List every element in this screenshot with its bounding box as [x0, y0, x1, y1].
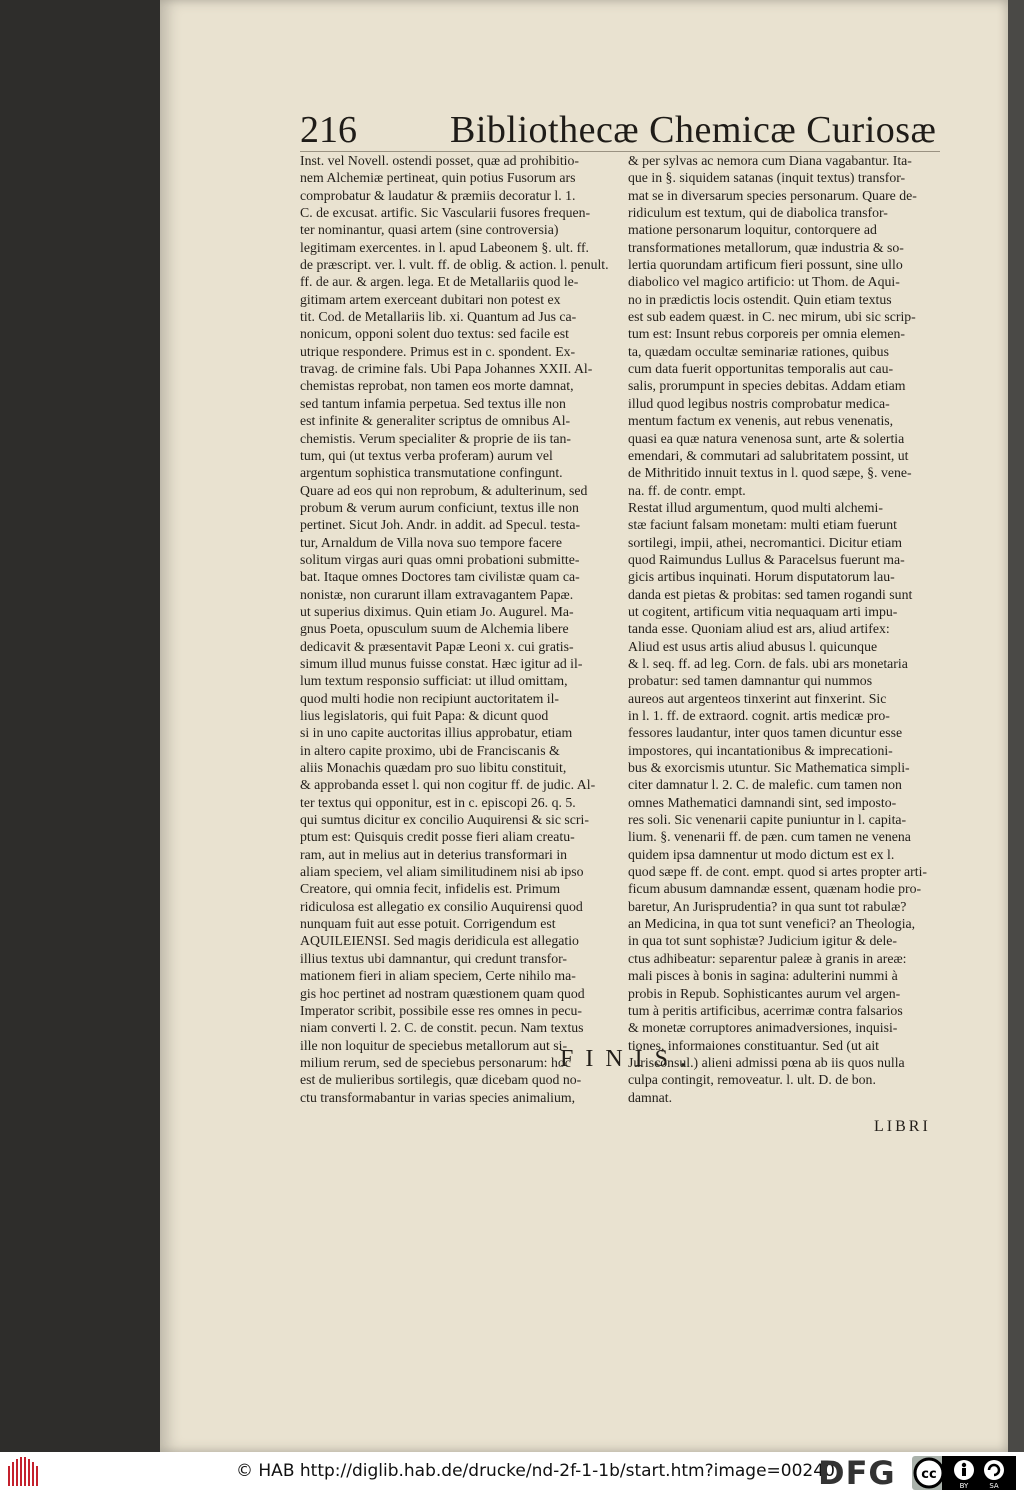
text-line: probis in Repub. Sophisticantes aurum vel argen- [628, 985, 901, 1001]
text-line: ff. de aur. & argen. lega. Et de Metallariis quod le- [300, 274, 579, 290]
text-line: qui sumtus dicitur ex concilio Auquirensi & sic scri- [300, 812, 589, 828]
text-line: ut superius diximus. Quin etiam Jo. Augurel. Ma- [300, 603, 574, 619]
text-line: probatur: sed tamen damnantur qui nummos [628, 673, 873, 689]
text-line: & approbanda esset l. qui non cogitur ff. de judic. Al- [300, 777, 596, 793]
text-line: lium. §. venenarii ff. de pæn. cum tamen ne venena [628, 829, 911, 845]
text-line: simum illud munus fuisse constat. Hæc igitur ad il- [300, 655, 583, 671]
text-line: cum data fuerit opportunitas temporalis aut cau- [628, 361, 894, 377]
text-line: AQUILEIENSI. Sed magis deridicula est allegatio [300, 933, 579, 949]
text-line: ctu transformabantur in varias species animalium, [300, 1089, 576, 1105]
text-line: lertia quorundam artificum fieri possunt, sine ullo [628, 257, 903, 273]
text-line: aureos aut argenteos tinxerint aut finxerint. Sic [628, 690, 887, 706]
text-line: legitimam exercentes. in l. apud Labeonem §. ult. ff. [300, 239, 590, 255]
copyright-link[interactable]: © HAB http://diglib.hab.de/drucke/nd-2f-1-1b/start.htm?image=00240 [236, 1461, 835, 1481]
text-line: an Medicina, in qua tot sunt venefici? an Theologia, [628, 916, 916, 932]
text-line: bus & exorcismis utuntur. Sic Mathematica simpli- [628, 760, 910, 776]
text-line: na. ff. de contr. empt. [628, 482, 746, 498]
text-line: gnus Poeta, opusculum suum de Alchemia libere [300, 621, 569, 637]
text-line: mationem fieri in aliam speciem, Certe nihilo ma- [300, 968, 576, 984]
text-line: Creatore, qui omnia fecit, infidelis est. Primum [300, 881, 561, 897]
text-line: transformationes metallorum, quæ industria & so- [628, 239, 904, 255]
cc-license-icon[interactable] [912, 1456, 1016, 1490]
text-line: quod multi hodie non recipiunt auctoritatem il- [300, 690, 560, 706]
text-line: tum est: Insunt rebus corporeis per omnia elemen- [628, 326, 906, 342]
text-line: in altero capite proximo, ubi de Franciscanis & [300, 742, 560, 758]
text-line: travag. de crimine fals. Ubi Papa Johannes XXII. Al- [300, 361, 593, 377]
text-line: tum à peritis artificibus, acerrimæ contra falsarios [628, 1002, 903, 1018]
text-line: lum textum responsio sufficiat: ut illud omittam, [300, 673, 568, 689]
text-line: ram, aut in melius aut in deterius transformari in [300, 846, 568, 862]
text-line: quod sæpe ff. de cont. empt. quod si artes propter arti- [628, 864, 927, 880]
text-line: in qua tot sunt sophistæ? Judicium igitur & dele- [628, 933, 898, 949]
text-line: de præscript. ver. l. vult. ff. de oblig. & action. l. penult. [300, 257, 609, 273]
text-line: emendari, & commutari ad salubritatem possint, ut [628, 447, 909, 463]
text-line: & monetæ corruptores animadversiones, inquisi- [628, 1020, 898, 1036]
text-line: aliam speciem, vel aliam similitudinem nisi ab ipso [300, 864, 584, 880]
text-line: matione personarum loquitur, contorquere ad [628, 222, 877, 238]
text-line: est de mulieribus sortilegis, quæ dicebam quod no- [300, 1072, 582, 1088]
text-line: sortilegi, impii, athei, necromantici. Dicitur etiam [628, 534, 902, 550]
text-line: argentum sophistica transmutatione confingunt. [300, 465, 563, 481]
text-line: aliis Monachis quædam pro suo libitu constituit, [300, 760, 567, 776]
text-line: mentum factum ex venenis, aut rebus venenatis, [628, 413, 894, 429]
text-line: tanda esse. Quoniam aliud est ars, aliud artifex: [628, 621, 890, 637]
text-line: quod Raimundus Lullus & Paracelsus fuerunt ma- [628, 551, 905, 567]
text-line: Imperator scribit, possibile esse res omnes in pecu- [300, 1002, 582, 1018]
text-line: ille non loquitur de speciebus metallorum aut si- [300, 1037, 568, 1053]
text-line: gis hoc pertinet ad nostram quæstionem quam quod [300, 985, 585, 1001]
page-header [300, 108, 940, 154]
text-line: est sub eadem quæst. in C. nec mirum, ubi sic scrip- [628, 309, 916, 325]
text-line: solitum virgas auri quas omni probationi submitte- [300, 551, 580, 567]
text-line: mat se in diversarum species personarum. Quare de- [628, 187, 917, 203]
text-line: citer damnatur l. 2. C. de malefic. cum tamen non [628, 777, 902, 793]
text-line: tur, Arnaldum de Villa nova suo tempore facere [300, 534, 562, 550]
text-line: bat. Itaque omnes Doctores tam civilistæ quam ca- [300, 569, 580, 585]
text-line: gicis artibus inquinati. Horum disputatorum lau- [628, 569, 895, 585]
text-line: dedicavit & præsentavit Papæ Leoni x. cui gratis- [300, 638, 574, 654]
text-line: utrique respondere. Primus est in c. spondent. Ex- [300, 343, 576, 359]
text-line: gitimam artem exerceant dubitari non potest ex [300, 291, 561, 307]
page-edge [1008, 0, 1024, 1452]
text-line: baretur, An Jurisprudentia? in qua sunt tot rabulæ? [628, 898, 907, 914]
text-line: culpa contingit, removeatur. l. ult. D. de bon. [628, 1072, 876, 1088]
text-line: comprobatur & laudatur & præmiis decoratur l. 1. [300, 187, 576, 203]
text-line: illius textus ubi damnantur, qui credunt transfor- [300, 950, 568, 966]
text-line: ficum abusum damnandæ essent, quænam hodie pro- [628, 881, 922, 897]
text-line: Inst. vel Novell. ostendi posset, quæ ad prohibitio- [300, 153, 579, 168]
text-line: nem Alchemiæ pertineat, quin potius Fusorum ars [300, 170, 576, 186]
text-line: ter nominantur, quasi artem (sine controversia) [300, 222, 559, 238]
text-line: ta, quædam occultæ seminariæ rationes, quibus [628, 343, 889, 359]
right-text-column [628, 152, 942, 1106]
text-line: diabolico vel magico artificio: ut Thom. de Aqui- [628, 274, 900, 290]
text-line: illud quod legibus nostris comprobatur medica- [628, 395, 890, 411]
text-line: no in prædictis locis ostendit. Quin etiam textus [628, 291, 892, 307]
text-line: damnat. [628, 1089, 673, 1105]
text-line: ctus adhibeatur: separentur paleæ à granis in areæ: [628, 950, 907, 966]
text-line: niam converti l. 2. C. de constit. pecun. Nam textus [300, 1020, 584, 1036]
text-line: probum & verum aurum conficiunt, textus ille non [300, 499, 579, 515]
dfg-logo: DFG [818, 1454, 896, 1492]
text-line: ter textus qui opponitur, est in c. episcopi 26. q. 5. [300, 794, 576, 810]
sa-label: SA [989, 1482, 999, 1490]
text-line: ut cogitent, artificum vitia nequaquam arti impu- [628, 603, 898, 619]
text-line: de Mithritido innuit textus in l. quod sæpe, §. vene- [628, 465, 912, 481]
finis-heading: FINIS. [560, 1046, 699, 1072]
svg-text:cc: cc [921, 1467, 937, 1482]
text-line: ptum est: Quisquis credit posse fieri aliam creatu- [300, 829, 575, 845]
text-line: Aliud est usus artis aliud abusus l. quicunque [628, 638, 878, 654]
left-text-column [300, 152, 620, 1106]
text-line: fessores laudantur, inter quos tamen dicuntur esse [628, 725, 903, 741]
running-head: Bibliothecæ Chemicæ Curiosæ [450, 109, 937, 151]
text-line: nunquam fuit aut esse potuit. Corrigendum est [300, 916, 556, 932]
text-line: Restat illud argumentum, quod multi alchemi- [628, 499, 883, 515]
text-line: sed tantum infamia perpetua. Sed textus ille non [300, 395, 566, 411]
text-line: C. de excusat. artific. Sic Vascularii fusores frequen- [300, 205, 591, 221]
text-line: tiones, informaiones constituantur. Sed (ut ait [628, 1037, 879, 1053]
hab-logo-icon [6, 1456, 40, 1489]
text-line: tit. Cod. de Metallariis lib. xi. Quantum ad Jus ca- [300, 309, 577, 325]
text-line: ridiculosa est allegatio ex consilio Auquirensi quod [300, 898, 583, 914]
footer-bar [0, 1452, 1024, 1493]
text-line: & per sylvas ac nemora cum Diana vagabantur. Ita- [628, 153, 912, 168]
text-line: danda est pietas & probitas: sed tamen rogandi sunt [628, 586, 913, 602]
catchword: LIBRI [874, 1118, 931, 1135]
text-line: Jurisconsul.) alieni admissi pœna ab iis quos nulla [628, 1054, 905, 1070]
text-line: chemistis. Verum specialiter & proprie de iis tan- [300, 430, 572, 446]
text-line: lius legislatoris, qui fuit Papa: & dicunt quod [300, 708, 549, 723]
text-line: nonistæ, non curarunt illam extravagantem Papæ. [300, 586, 574, 602]
by-label: BY [959, 1482, 969, 1490]
text-line: salis, prorumpunt in species debitas. Addam etiam [628, 378, 906, 394]
text-line: tum, qui (ut textus verba proferam) aurum vel [300, 447, 553, 463]
text-line: in l. 1. ff. de extraord. cognit. artis medicæ pro- [628, 708, 890, 723]
text-line: chemistas reprobat, non tamen eos morte damnat, [300, 378, 574, 394]
text-line: mali pisces à bonis in sagina: adulterini nummi à [628, 968, 898, 984]
text-line: nonicum, opponi solent duo textus: sed facile est [300, 326, 569, 342]
text-line: milium rerum, sed de speciebus personarum: hoc [300, 1054, 571, 1070]
text-line: res soli. Sic venenarii capite puniuntur in l. capita- [628, 812, 907, 828]
text-line: est infinite & generaliter scriptus de omnibus Al- [300, 413, 571, 429]
text-line: si in uno capite auctoritas illius approbatur, etiam [300, 725, 573, 741]
text-line: & l. seq. ff. ad leg. Corn. de fals. ubi ars monetaria [628, 655, 908, 671]
text-line: ridiculum est textum, qui de diabolica transfor- [628, 205, 888, 221]
text-line: Quare ad eos qui non reprobum, & adulterinum, sed [300, 482, 588, 498]
text-line: stæ faciunt falsam monetam: multi etiam fuerunt [628, 517, 897, 533]
text-line: pertinet. Sicut Joh. Andr. in addit. ad Specul. testa- [300, 517, 581, 533]
text-line: que in §. siquidem satanas (inquit textus) transfor- [628, 170, 906, 186]
text-line: quasi ea quæ natura venenosa sunt, arte & solertia [628, 430, 905, 446]
page-number: 216 [300, 109, 357, 151]
text-line: impostores, qui incantationibus & imprecationi- [628, 742, 893, 758]
text-line: omnes Mathematici damnandi sint, sed imposto- [628, 794, 897, 810]
text-line: quidem ipsa damnentur ut modo dictum est ex l. [628, 846, 895, 862]
